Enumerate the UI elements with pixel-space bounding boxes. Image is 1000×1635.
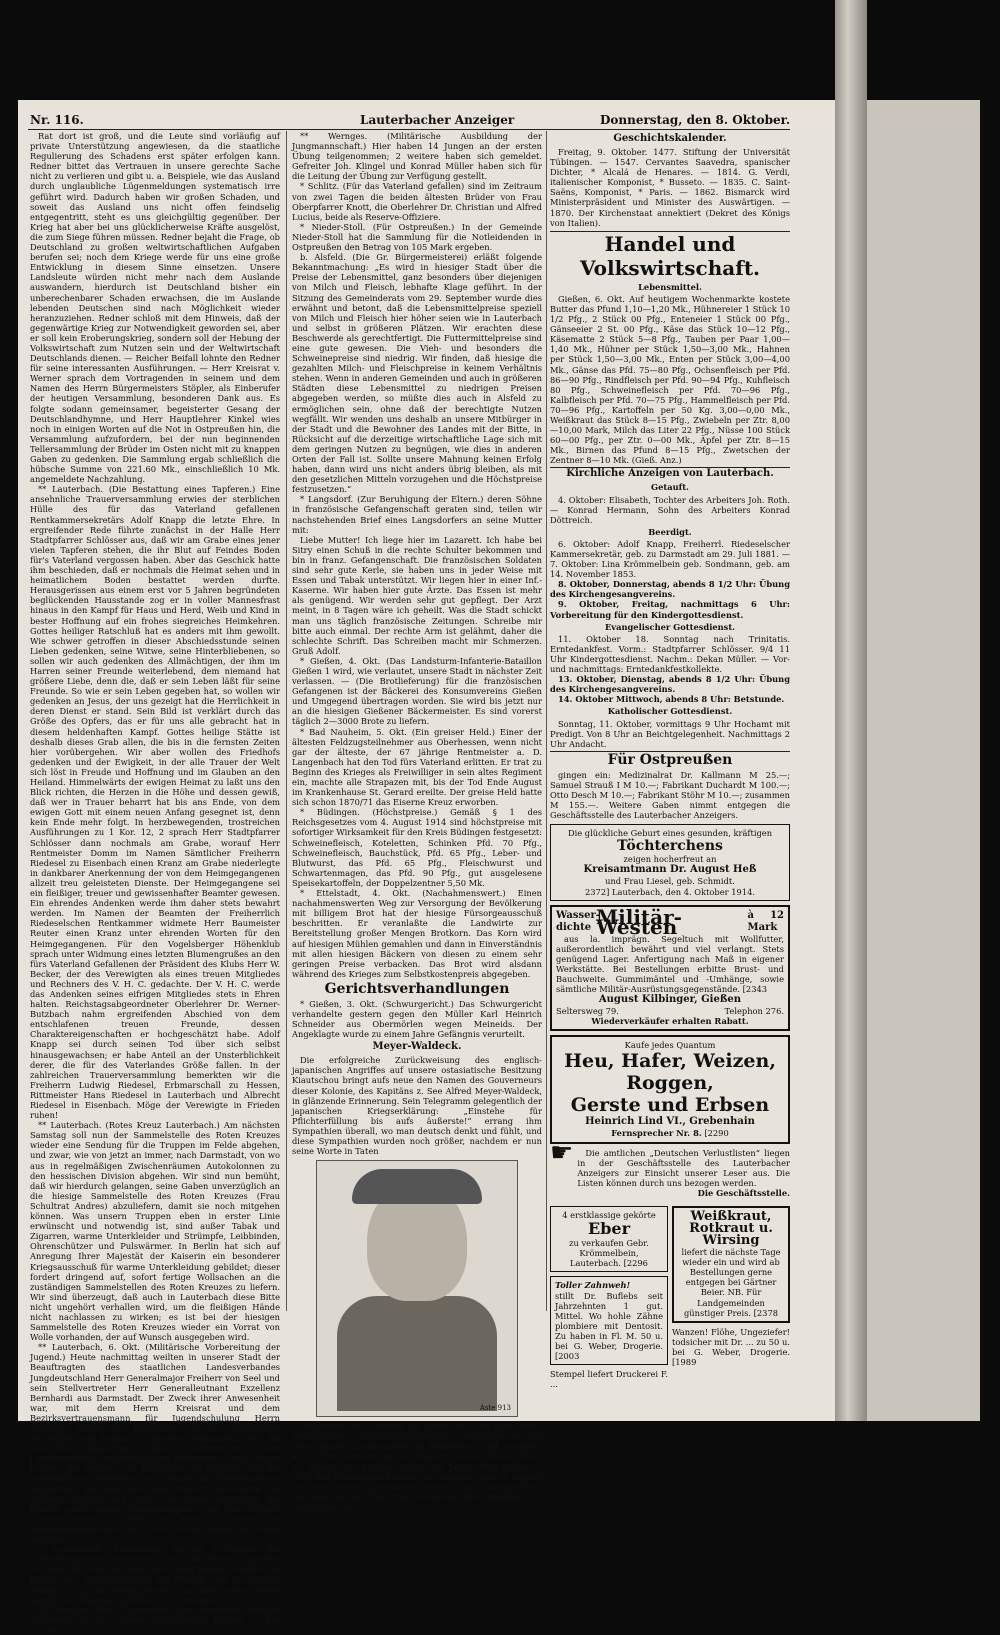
ad-title: Heu, Hafer, Weizen, Roggen, (564, 1050, 776, 1095)
birth-place: Lauterbach, den 4. Oktober 1914. (611, 886, 756, 897)
ad-text: stillt Dr. Buflebs seit Jahrzehnten 1 gut. Mittel. Wo hohle Zähne plombiere mit Dentosit. Zu haben in Fl. M. 50 u. bei G. Weber, Drogerie. [2003 (555, 1290, 663, 1362)
article: * Büdingen. (Höchstpreise.) Gemäß § 1 des Reichsgesetzes vom 4. August 1914 sind höchstpreise mit sofortiger Wirksamkeit für den Kreis Büdingen festgesetzt: Schweinefleisch, Koteletten, Schinken Pfd. 70 Pfg., Schweinefleisch, Bauchstück, Pfd. 65 Pfg., Leber- und Blutwurst, das Pfd. 65 Pfg., Fleischwurst und Schwartenmagen, das Pfd. 90 Pfg., gut ausgelesene Speisekartoffeln, der Doppelzentner 5,50 Mk. (292, 807, 542, 888)
book-spine (835, 0, 867, 1421)
letter: Liebe Mutter! Ich liege hier im Lazarett. Ich habe bei Sitry einen Schuß in die rechte Schulter bekommen und bin in franz. Gefangenschaft. Die französischen Soldaten sind sehr gute Kerle, sie haben uns in jeder Weise mit Essen und Tabak unterstützt. Wir liegen hier in einer Inf.-Kaserne. Wir haben hier gute Ärzte. Das Essen ist mehr als genügend. Wir werden sehr gut gepflegt. Der Arzt meint, in 8 Tagen wäre ich geheilt. Was die Stadt schickt man uns täglich französische Zeitungen. Schreibe mir bitte auch einmal. Der rechte Arm ist gelähmt, daher die schlechte Schrift. Das Schreiben macht mir Schmerzen. Gruß Adolf. (292, 534, 542, 656)
article: * Schlitz. (Für das Vaterland gefallen) sind im Zeitraum von zwei Tagen die beiden ältesten Brüder von Frau Oberpfarrer Knott, die Oberlehrer Dr. Christian und Alfred Lucius, beide als Reserve-Offiziere. (292, 181, 542, 222)
notice: 9. Oktober, Freitag, nachmittags 6 Uhr: Vorbereitung für den Kindergottesdienst. (550, 599, 790, 620)
birth-line: Die glückliche Geburt eines gesunden, kräftigen (567, 828, 773, 839)
article: * Bad Nauheim, 5. Okt. (Ein greiser Held.) Einer der ältesten Feldzugsteilnehmer aus Oberhessen, wenn nicht gar der älteste, der 67 jährige Rentmeister a. D. Langenbach hat den Tod fürs Vaterland erlitten. Er trat zu Beginn des Krieges als Freiwilliger in sein altes Regiment ein, machte alle Strapazen mit, bis der Tod Ende August im Krankenhause St. Gerard ereilte. Der greise Held hatte sich schon 1870/71 das Eiserne Kreuz erworben. (292, 726, 542, 808)
portrait-illustration (316, 1160, 518, 1417)
ad-firm: Heinrich Lind VI., Grebenhain (585, 1116, 755, 1128)
column-rule (286, 131, 287, 1311)
ad-boars (550, 1206, 668, 1272)
ad-title: Wirsing (702, 1233, 760, 1249)
notice: 4. Oktober: Elisabeth, Tochter des Arbeiters Joh. Roth. — Konrad Hermann, Sohn des Arbeiters Konrad Döttreich. (550, 494, 790, 525)
pointing-hand-icon: ☛ (550, 1137, 574, 1168)
ad-title: Eber (588, 1219, 630, 1239)
article: umgesetzt hat. Geboren im Jahre 1863 als Sohn eines Heidelberger Universitätsprofessors, verbrachte er fast seine ganze Gymnasialzeit in Heidelberg und studierte auch zwei Semester an der Ruperto-Carola, ehe er 1884, als Kadett, zur Marine eintrat. Im Jahre 1909 wurde er Chef des Kreuzergeschwaders in Ostasien, und im August vor drei Jahren Gouverneur unseres Kiautschougebietes, der ihm in der Zeit zum Verweser des Zweibund zu verteidigen hat. (292, 1421, 542, 1512)
notice: Sonntag, 11. Oktober, vormittags 9 Uhr Hochamt mit Predigt. Von 8 Uhr an Beichtgelegenheit. Nachmittags 2 Uhr Andacht. (550, 718, 790, 749)
birth-title: Töchterchens (617, 838, 723, 855)
column-3 (550, 131, 790, 1390)
article: * Ettelstadt, 4. Okt. (Nachahmenswert.) Einen nachahmenswerten Weg zur Versorgung der Bevölkerung mit billigem Brot hat der hiesige Fürsorgeausschuß beschritten. Er veranlaßte die Landwirte zur Bereitstellung großer Mengen Brotkorn. Das Korn wird auf hiesigen Mühlen gemahlen und dann in Einverständnis mit allen hiesigen Bäckern von diesen zu einem sehr geringen Preise verbacken. Das Brot wird alsdann während des Krieges zum Selbstkostenpreis abgegeben. (292, 888, 542, 979)
ad-title: Gerste und Erbsen (570, 1094, 770, 1117)
calendar-text: Freitag, 9. Oktober. 1477. Stiftung der Universität Tübingen. — 1547. Cervantes Saavedra, spanischer Dichter, * Alcalá de Henares. — 1814. G. Verdi, italienischer Komponist, * Busseto. — 1835. C. Saint-Saëns, Komponist, * Paris. — 1862. Bismarck wird Ministerpräsident und Minister des Auswärtigen. — 1870. Der Kirchenstaat annektiert (Dekret des Königs von Italien). (550, 147, 790, 228)
ad-row (550, 1202, 790, 1389)
ad-stamps: Stempel liefert Druckerei F. ... (550, 1369, 668, 1390)
column-1 (30, 131, 280, 1635)
column-rule (546, 131, 547, 1311)
section-heading: Geschichtskalender. (613, 133, 727, 144)
subheading: Katholischer Gottesdienst. (607, 706, 733, 717)
ad-military-vests (550, 905, 790, 1032)
birth-announcement (550, 824, 790, 900)
page-edge (867, 100, 980, 1421)
notice: 8. Oktober, Donnerstag, abends 8 1/2 Uhr: Übung des Kirchengesangvereins. (550, 579, 790, 600)
notice-signature: Die Geschäftsstelle. (697, 1187, 790, 1198)
ad-text: aus la. imprägn. Segeltuch mit Wollfutter, außerordentlich bewährt und viel verlangt. Stets genügend Lager. Anfertigung nach Maß in eigener Werkstätte. Bei Bestellungen erbitte Brust- und Bauchweite. Gummimäntel und -Umhänge, sowie sämtliche Militär-Ausrüstungsgegenstände. [2343 (556, 933, 784, 995)
article: ** Lauterbach, 6. Okt. (Militärische Vorbereitung der Jugend.) Heute nachmittag weilten in unserer Stadt der Beauftragten des staatlichen Landesverbandes Jungdeutschland Herr Generalmajor Freiherr von Seel und sein Stellvertreter Herr Generalleutnant Exzellenz Bernhardi aus Darmstadt. Der Zweck ihrer Anwesenheit war, mit dem Herrn Kreisrat und dem Bezirksvertrauensmann für Jugendschulung Herrn Schulrat Andres die Richtlinien für die militärische Vorbildung der Jugend zu beraten. Bekanntlich hat die hessische Regierung diese Vorbereitung dem Landesverband Jungdeutschland übertragen. Den jungen Leuten, die beraten zur Teilnahme ein Zeugnis, das bei regelmäßiger Teilnahme am Schlusse eine Bescheinigung ausgestellt, die ihnen bei ihrem Eintritt zum Heere von großem Vorteile sein wird. Am Abend begrüßten die Herren noch unsere Jugendkompanie und ihre Führer. Unsere Jugend ist bereit, das Beste zu lernen. Die Jugendkompanie muß um 7 Uhr für den Abend zur Übung antreten. (30, 1342, 280, 1545)
notice: 11. Oktober 18. Sonntag nach Trinitatis. Erntedankfest. Vorm.: Stadtpfarrer Schlösser. 9/4 11 Uhr Kindergottesdienst. Nachm.: Dekan Müller. — Vor- und nachmittags: Erntedankfestkollekte. (550, 633, 790, 675)
column-2 (292, 131, 542, 1512)
ad-pre: Wasser-dichte (556, 909, 600, 933)
newspaper-name: Lauterbacher Anzeiger (360, 113, 515, 127)
market-prices: Gießen, 6. Okt. Auf heutigem Wochenmarkte kostete Butter das Pfund 1,10—1,20 Mk., Hühnereier 1 Stück 10 1/2 Pfg., 2 Stück 00 Pfg., Enteneier 1 Stück 00 Pfg., Gänseeier 2 St. 00 Pfg., Käse das Stück 10—12 Pfg., Käsematte 2 Stück 5—8 Pfg., Tauben per Paar 1,00—1,40 Mk., Hühner per Stück 1,50—3,00 Mk., Hahnen per Stück 1,50—3,00 Mk., Enten per Stück 3,00—4,00 Mk., Gänse das Pfd. 75—80 Pfg., Ochsenfleisch per Pfd. 86—90 Pfg., Rindfleisch per Pfd. 90—94 Pfg., Kuhfleisch 80 Pfg., Schweinefleisch per Pfd. 70—96 Pfg., Kalbfleisch per Pfd. 70—75 Pfg., Hammelfleisch per Pfd. 70—96 Pfg., Kartoffeln per 50 Kg. 3,00—0,00 Mk., Weißkraut das Stück 8—15 Pfg., Zwiebeln per Ztr. 8,00—10,00 Mark, Milch das Liter 22 Pfg., Nüsse 100 Stück 60—00 Pfg., per Ztr. 0—00 Mk., Äpfel per Ztr. 8—15 Mk., Birnen das Pfund 8—15 Pfg., Zwetschen der Zentner 8—10 Mk. (Gieß. Anz.) (550, 293, 790, 466)
article: W. Wernges. (Für Ostpreußen.) Die Gemeinde Wernges sammelte 57 für unsere notleidenden Brüder in der Ostmark. (30, 1604, 280, 1635)
notice: 6. Oktober: Adolf Knapp, Freiherrl. Riedeselscher Kammersekretär, geb. zu Darmstadt am 29. Juli 1881. — 7. Oktober: Lina Krömmelbein geb. Sondmann, geb. am 14. November 1853. (550, 538, 790, 580)
section-heading: Für Ostpreußen (550, 751, 790, 768)
issue-number: Nr. 116. (30, 113, 84, 127)
ad-number: 2372] (584, 886, 610, 897)
section-heading: Kirchliche Anzeigen von Lauterbach. (550, 467, 790, 480)
ad-text: liefert die nächste Tage wieder ein und wird ab Bestellungen gerne entgegen bei Gärtner Beier. NB. Für Landgemeinden günstiger Preis. [2378 (681, 1247, 781, 1318)
ad-title: Rotkraut u. (689, 1221, 773, 1237)
article: ** Lauterbach. (Rotes Kreuz Lauterbach.) Am nächsten Samstag soll nun der Sammelstelle des Roten Kreuzes wieder eine Sendung für die Truppen im Felde abgehen, und zwar, wie von jetzt an immer, nach Darmstadt, von wo aus in regelmäßigen Zwischenräumen Autokolonnen zu den hessischen Division abgehen. Wir sind nun bemüht, daß wir hierdurch gelangen, seine Gaben unverzüglich an die hiesige Sammelstelle des Roten Kreuzes (Frau Schultrat Andres) abzuliefern, damit sie noch mitgehen können. Was unsern Truppen eben in erster Linie erwünscht und notwendig ist, sind außer Tabak und Zigarren, warme Unterkleider und Strümpfe, Leibbinden, Ohrenschützer und Pulswärmer. In Berlin hat sich auf Anregung Ihrer Majestät der Kaiserin ein besonderer Kriegsausschuß für warme Unterkleidung gebildet; dieser fordert dringend auf, sofort fertige Wollsachen an die zuständigen Sammelstellen des Roten Kreuzes zu liefern. Wir sind überzeugt, daß auch in Lauterbach diese Bitte nicht ungehört verhallen wird, um die fleißigen Hände nicht nachlassen zu wirken; es ist bei der hiesigen Sammelstelle des Roten Kreuzes wieder ein Vorrat von Wolle vorhanden, der auf Wunsch ausgegeben wird. (30, 1120, 280, 1343)
ad-address: Seltersweg 79. (556, 1006, 619, 1017)
issue-date: Donnerstag, den 8. Oktober. (599, 113, 790, 127)
subheading: Getauft. (651, 482, 689, 493)
birth-parent: Kreisamtmann Dr. August Heß (583, 864, 757, 876)
subheading: Evangelischer Gottesdienst. (604, 621, 736, 632)
article: ** Lauterbach. (Die Bestattung eines Tapferen.) Eine ansehnliche Trauerversammlung erwies der sterblichen Hülle des für das Vaterland gefallenen Rentkammersekretärs Adolf Knapp die letzte Ehre. In ergreifender Rede führte zunächst in der Halle Herr Stadtpfarrer Schlösser aus, daß wir am Grabe eines jener vielen Tapferen stehen, die ihr Blut auf Feindes Boden für's Vaterland vergossen haben. Aber das Geschick hatte ihm beschieden, daß er nochmals die Heimat sehen und in heimatlichem Boden bestattet werden durfte. Herausgerissen aus einem erst vor 5 Jahren begründeten beglückenden Hausstande zog er in voller Mannesfrast hinaus in den Kampf für Haus und Herd, Weib und Kind in bester Hoffnung auf ein frohes siegreiches Heimkehren. Gottes heiliger Ratschluß hat es anders mit ihm gewollt. Wie schwer getroffen in dieser Abschiedsstunde seinen Lieben gedenken, seine Witwe, seine Hinterbliebenen, so sollen wir auch gedenken des Allmächtigen, der ihm im Harren seiner Freunde weiterlebend, dem niemand hat größere Liebe, denn die, daß er sein Leben läßt für seine Freunde. So wie er sein Leben gegeben hat, so wollen wir gedenken an Jesus, der uns gezeigt hat die Herrlichkeit in deren Dienst er stand. Sein Bild ist verklärt durch das Größe des Opfers, das er für uns alle gebracht hat in diesem heldenhaften Kampf. Gottes heilige Stätte ist deshalb dieses Grab allen, die bis in die fernsten Zeiten hier vorübergehen. Wir aber wollen des Friedhofs gedenken und der Ewigkeit, in der alle Trauer der Welt sich löst in Freude und Hoffnung und im Glauben an den Heiland. Himmelwärts der ewigen Heimat zu laßt uns den Blick richten, die Herzen in die Höhe und dessen gewiß, daß wer in Trauer beharrt hat bis ans Ende, von dem ewigen Gott mit einem neuen Anfang gesegnet ist, denn kein Ende mehr folgt. In herzbewegenden, trostreichen Ausführungen zu 1 Kor. 12, 2 sprach Herr Stadtpfarrer Schlösser dann nochmals am Grabe, worauf Herr Rentmeister Domm im Namen Sämtlicher Freiherrn Riedesel zu Eisenbach einen Kranz am Grabe niederlegte in dankbarer Anerkennung der von dem Heimgegangenen allzeit treu geleisteten Dienste. Der Heimgegangene sei ein fleißiger, treuer und gewissenhafter Beamter gewesen. Ein ehrendes Andenken werde ihm daher stets bewahrt werden. Im Namen der Beamten der Freiherrlich Riedeselschen Rentkammer widmete Herr Baumeister Reuter einen Kranz unter ehrenden Worten für den Heimgegangenen. Für den Vogelsberger Höhenklub sprach unter Widmung eines letzten Blumengrußes an den fürs Vaterland Gefallenen der Präsident des Klubs Herr W. Becker, der des Verewigten als eines treuen Mitgliedes und Rechners des V. H. C. gedachte. Der V. H. C. werde das Andenken seines eifrigen Mitgliedes stets in Ehren halten. Reichstagsabgeordneter Oberlehrer Dr. Werner-Butzbach nahm ergreifenden Abschied von dem entschlafenen treuen Freunde, dessen Charaktereigenschaften er hochgeschätzt habe. Adolf Knapp sei durch seinen Tod über sich selbst hinausgewachsen; er habe Anteil an der Unsterblichkeit derer, die für des Vaterlandes Größe fallen. In der zahlreichen Trauerversammlung bemerkten wir die Freiherrn Ludwig Riedesel, Erbmarschall zu Hessen, Rittmeister Hans Riedesel in Lauterbach und Albrecht Riedesel in Eisenbach. Möge der Verewigte in Frieden ruhen! (30, 484, 280, 1121)
ad-pre: Kaufe jedes Quantum (624, 1040, 716, 1051)
ad-cabbage (672, 1206, 790, 1323)
ad-phone: Telephon 276. (724, 1006, 784, 1017)
ad-title: Weißkraut, (690, 1209, 772, 1225)
ad-right-stack (672, 1202, 790, 1389)
article: b. Alsfeld. (Die Gr. Bürgermeisterei) erläßt folgende Bekanntmachung: „Es wird in hiesiger Stadt über die Preise der Lebensmittel, ganz besonders über diejenigen von Milch und Fleisch, lebhafte Klage geführt. In der Sitzung des Gemeinderats vom 29. September wurde dies erwähnt und betont, daß die Lebensmittelpreise speziell von Milch und Fleisch hier höher seien wie in Lauterbach und selbst in größeren Plätzen. Wir erachten diese Beschwerde als gerechtfertigt. Die Futtermittelpreise sind eine gute gewesen. Die Vieh- und besonders die Schweinepreise sind niedrig. Wir finden, daß hiesige die gezahlten Milch- und Fleischpreise in keinem Verhältnis stehen. Wenn in anderen Gemeinden und auch in größeren Städten diese Lebensmittel zu niedrigen Preisen abgegeben werden, so müßte dies auch in Alsfeld zu ermöglichen sein, ohne daß der berechtigte Nutzen wegfällt. Wir wenden uns deshalb an unsere Mitbürger in der Stadt und die Bewohner des Landes mit der Bitte, in Rücksicht auf die derzeitige wirtschaftliche Lage sich mit dem geringen Nutzen zu begnügen, wie dies in anderen Orten der Fall ist. Sollte unsere Mahnung keinen Erfolg haben, dann wird uns nicht anders übrig bleiben, als mit den gesetzlichen Mitteln vorzugehen und die Höchstpreise festzusetzen.“ (292, 252, 542, 495)
ad-firm: August Kilbinger, Gießen (598, 994, 742, 1006)
section-heading: Gerichtsverhandlungen (324, 980, 510, 997)
ad-bedbugs: Wanzen! Flöhe, Ungeziefer! todsicher mit Dr. ... zu 50 u. bei G. Weber, Drogerie. [1989 (672, 1326, 790, 1367)
ad-title: Toller Zahnweh! (555, 1280, 631, 1291)
ad-price: à 12 Mark (747, 909, 784, 933)
subheading: Lebensmittel. (638, 281, 702, 292)
ad-grain (550, 1035, 790, 1143)
ad-footer: Wiederverkäufer erhalten Rabatt. (591, 1016, 749, 1027)
ad-pre: 4 erstklassige gekörte (562, 1210, 656, 1221)
ad-left-stack (550, 1202, 668, 1389)
article: * Gießen, 4. Okt. (Das Landsturm-Infanterie-Bataillon Gießen 1 wird, wie verlautet, unsere Stadt in nächster Zeit verlassen. — (Die Brotlieferung) für die französischen Gefangenen ist der Bäckerei des Konsumvereins Gießen und Umgegend übertragen worden. Sie wird bis jetzt nur an die hiesigen Gießener Bäckermeister. Es sind vorerst täglich 2—3000 Brote zu liefern. (292, 655, 542, 727)
article: g. Lauterbach. (Turnverein.) Da am 6. Oktober die Jugendkompanie Lauterbach durch die Herren Generäle von Seel und von Bernhardi besichtigt werden, mußte der Beginn des Turnunterrichts auf Freitag, den 9. Oktober abends 7 1/2 Uhr verlegt werden. Am Abend waren daher sämtliche Mitglieder pünktlich zu erscheinen. (30, 1544, 280, 1605)
subheading: Beerdigt. (648, 526, 692, 537)
notice: 13. Oktober, Dienstag, abends 8 1/2 Uhr: Übung des Kirchengesangvereins. (550, 674, 790, 695)
birth-line: zeigen hocherfreut an (623, 854, 717, 865)
article: ** Wernges. (Militärische Ausbildung der Jungmannschaft.) Hier haben 14 Jungen an der ersten Übung teilgenommen; 2 weitere haben sich gemeldet. Gefreiter Joh. Klingel und Konrad Müller haben sich für die Leitung der Übung zur Verfügung gestellt. (292, 131, 542, 182)
section-heading: Handel und Volkswirtschaft. (550, 231, 790, 280)
article: Die erfolgreiche Zurückweisung des englisch-japanischen Angriffes auf unsere ostasiatische Besitzung Kiautschou bringt aufs neue den Namen des Gouverneurs dieser Kolonie, des Kapitäns z. See Alfred Meyer-Waldeck, in glänzende Erinnerung. Sein Telegramm gelegentlich der japanischen Kriegserklärung: „Einstehe für Pflichterfüllung bis aufs äußerste!“ errang ihm Sympathien überall, wo man deutsch denkt und fühlt, und diese Sympathien wurden noch größer, nachdem er nun seine Worte in Taten (292, 1055, 542, 1157)
artist-signature: Aste 913 (479, 1404, 511, 1413)
ad-number: [2290 (704, 1128, 729, 1139)
donation-list: gingen ein: Medizinalrat Dr. Kallmann M 25.—; Samuel Strauß I M 10.—; Fabrikant Duchardt M 100.—; Otto Desch M 10.—; Fabrikant Stöhr M 10.—; zusammen M 155.—. Weitere Gaben nimmt entgegen die Geschäftsstelle des Lauterbacher Anzeigers. (550, 769, 790, 821)
article: * Langsdorf. (Zur Beruhigung der Eltern.) deren Söhne in französische Gefangenschaft geraten sind, teilen wir nachstehenden Brief eines Langsdorfers an seine Mutter mit: (292, 494, 542, 535)
ad-title: Militär-Westen (596, 904, 682, 939)
birth-line: und Frau Liesel, geb. Schmidt. (605, 876, 735, 887)
notice-loss-lists (550, 1137, 790, 1198)
article: * Nieder-Stoll. (Für Ostpreußen.) In der Gemeinde Nieder-Stoll hat die Sammlung für die Notleidenden in Ostpreußen den Betrag von 105 Mark ergeben. (292, 221, 542, 253)
ad-text: zu verkaufen Gebr. Krömmelbein, Lauterbach. [2296 (569, 1238, 649, 1269)
article: Rat dort ist groß, und die Leute sind vorläufig auf private Unterstützung angewiesen, da die staatliche Regulierung des Schadens erst später erfolgen kann. Redner bittet das Vertrauen in unsere gerechte Sache nicht zu verlieren und gibt u. a. Beispiele, wie das Ausland durch unglaubliche Lügenmeldungen systematisch irre geführt wird. Dadurch haben wir großen Schaden, und soweit das Ausland uns nicht offen feindselig entgegentritt, steht es uns gleichgültig gegenüber. Der Krieg hat aber bei uns glücklicherweise Kräfte ausgelöst, die zum Siege führen müssen. Redner bejaht die Frage, ob Deutschland zu großen weltwirtschaftlichen Aufgaben berufen sei; noch dem Kriege werde für uns eine große Entwicklung in diesem Sinne einsetzen. Unsere Landsleute würden nicht mehr nach dem Auslande auswandern, hierdurch ist Deutschland bisher ein unberechenbarer Schaden erwachsen, die im Auslande lebenden Deutschen sind nach Möglichkeit wieder heranzuziehen. Redner schloß mit dem Hinweis, daß der gegenwärtige Krieg zur Notwendigkeit geworden sei, aber er soll kein Eroberungskrieg, sondern soll der Hebung der Volkswirtschaft zum Nutzen sein und der Weltwirtschaft Deutschlands dienen. — Reicher Beifall lohnte den Redner für seine interessanten Ausführungen. — Herr Kreisrat v. Werner sprach dem Vortragenden in seinem und dem Namen des Herrn Bürgermeisters Stöpler, als Einberufer der heutigen Versammlung, besonderen Dank aus. Es folgte sodann gemeinsamer, begeisterter Gesang der Deutschlandhymne, und Herr Hauptlehrer Kinkel wies noch in einigen Worten auf die Not in Ostpreußen hin, die Versammlung aufzufordern, bei der nun beginnenden Tellersammlung der Brüder im Osten nicht mit zu knappen Gaben zu gedenken. Die Sammlung ergab schließlich die hübsche Summe von 221.60 Mk., einschließlich 10 Mk. angemeldete Nachzahlung. (30, 131, 280, 485)
notice: 14. Oktober Mittwoch, abends 8 Uhr: Betstunde. (558, 694, 785, 705)
ad-phone: Fernsprecher Nr. 8. (611, 1128, 702, 1139)
masthead (30, 113, 790, 129)
masthead-rule (28, 129, 790, 130)
article: * Gießen, 3. Okt. (Schwurgericht.) Das Schwurgericht verhandelte gestern gegen den Müller Karl Heinrich Schneider aus Obermörlen wegen Meineids. Der Angeklagte wurde zu einem Jahre Gefängnis verurteilt. (292, 998, 542, 1040)
ad-toothache (550, 1276, 668, 1365)
section-heading: Meyer-Waldeck. (372, 1041, 462, 1053)
notice-text: Die amtlichen „Deutschen Verlustlisten“ liegen in der Geschäftsstelle des Lauterbacher Anzeigers zur Einsicht unserer Leser aus. Die Listen können durch uns bezogen werden. (577, 1147, 790, 1188)
